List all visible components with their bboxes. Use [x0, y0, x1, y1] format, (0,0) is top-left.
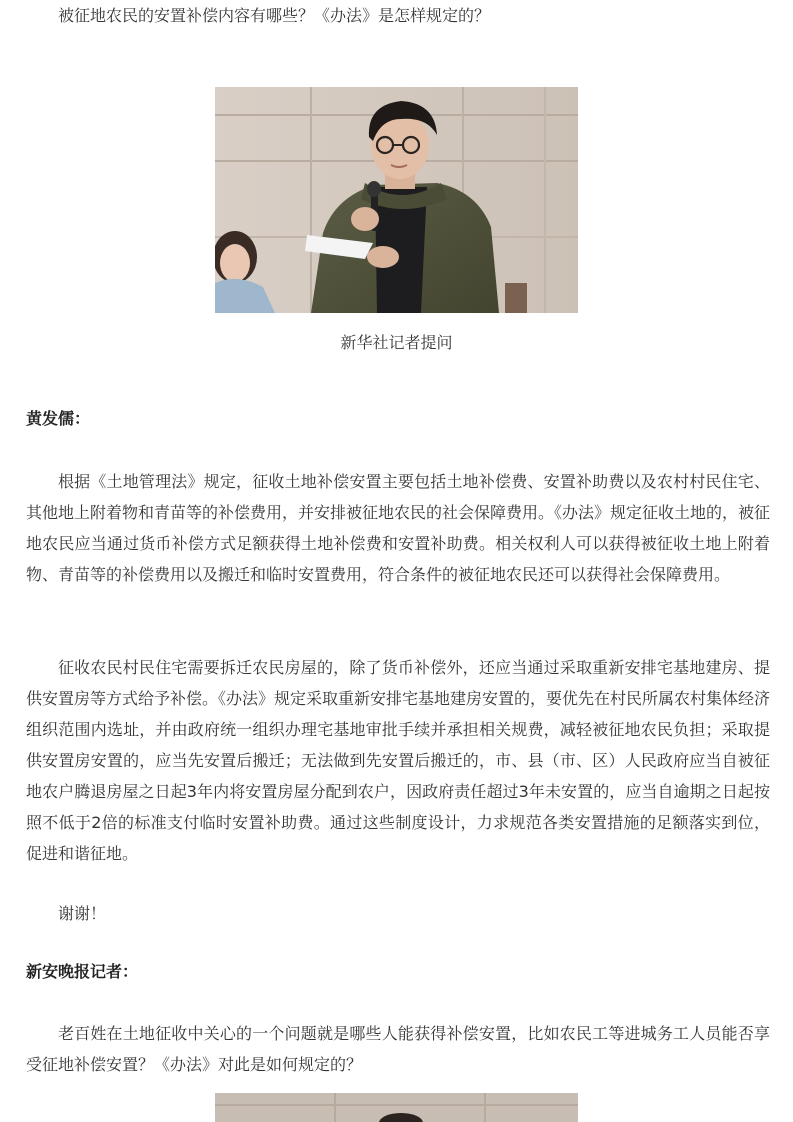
- thanks-text: 谢谢！: [58, 904, 107, 923]
- answer-paragraph-2: 征收农民村民住宅需要拆迁农民房屋的，除了货币补偿外，还应当通过采取重新安排宅基地建房、提供安置房等方式给予补偿。《办法》规定采取重新安排宅基地建房安置的，要优先在村民所属农村集体经济组织范围内选址，并由政府统一组织办理宅基地审批手续并承担相关规费，减轻被征地农民负担；采取提供安置房安置的，应当先安置后搬迁；无法做到先安置后搬迁的，市、县（市、区）人民政府应当自被征地农户腾退房屋之日起3年内将安置房屋分配到农户，因政府责任超过3年未安置的，应当自逾期之日起按照不低于2倍的标准支付临时安置补助费。通过这些制度设计，力求规范各类安置措施的足额落实到位，促进和谐征地。: [26, 658, 771, 863]
- answer-paragraph-1: 根据《土地管理法》规定，征收土地补偿安置主要包括土地补偿费、安置补助费以及农村村民住宅、其他地上附着物和青苗等的补偿费用，并安排被征地农民的社会保障费用。《办法》规定征收土地的，被征地农民应当通过货币补偿方式足额获得土地补偿费和安置补助费。相关权利人可以获得被征收土地上附着物、青苗等的补偿费用以及搬迁和临时安置费用，符合条件的被征地农民还可以获得社会保障费用。: [26, 472, 771, 584]
- question-paragraph: 老百姓在土地征收中关心的一个问题就是哪些人能获得补偿安置，比如农民工等进城务工人员能否享受征地补偿安置？《办法》对此是如何规定的？: [26, 1024, 770, 1074]
- photo-caption: 新华社记者提问: [340, 333, 453, 352]
- reporter-photo: [215, 87, 578, 313]
- speaker-name: 黄发儒：: [26, 409, 91, 428]
- reporter-name: 新安晚报记者：: [26, 962, 139, 981]
- lead-question: 被征地农民的安置补偿内容有哪些？《办法》是怎样规定的？: [58, 6, 491, 25]
- next-photo: [215, 1093, 578, 1122]
